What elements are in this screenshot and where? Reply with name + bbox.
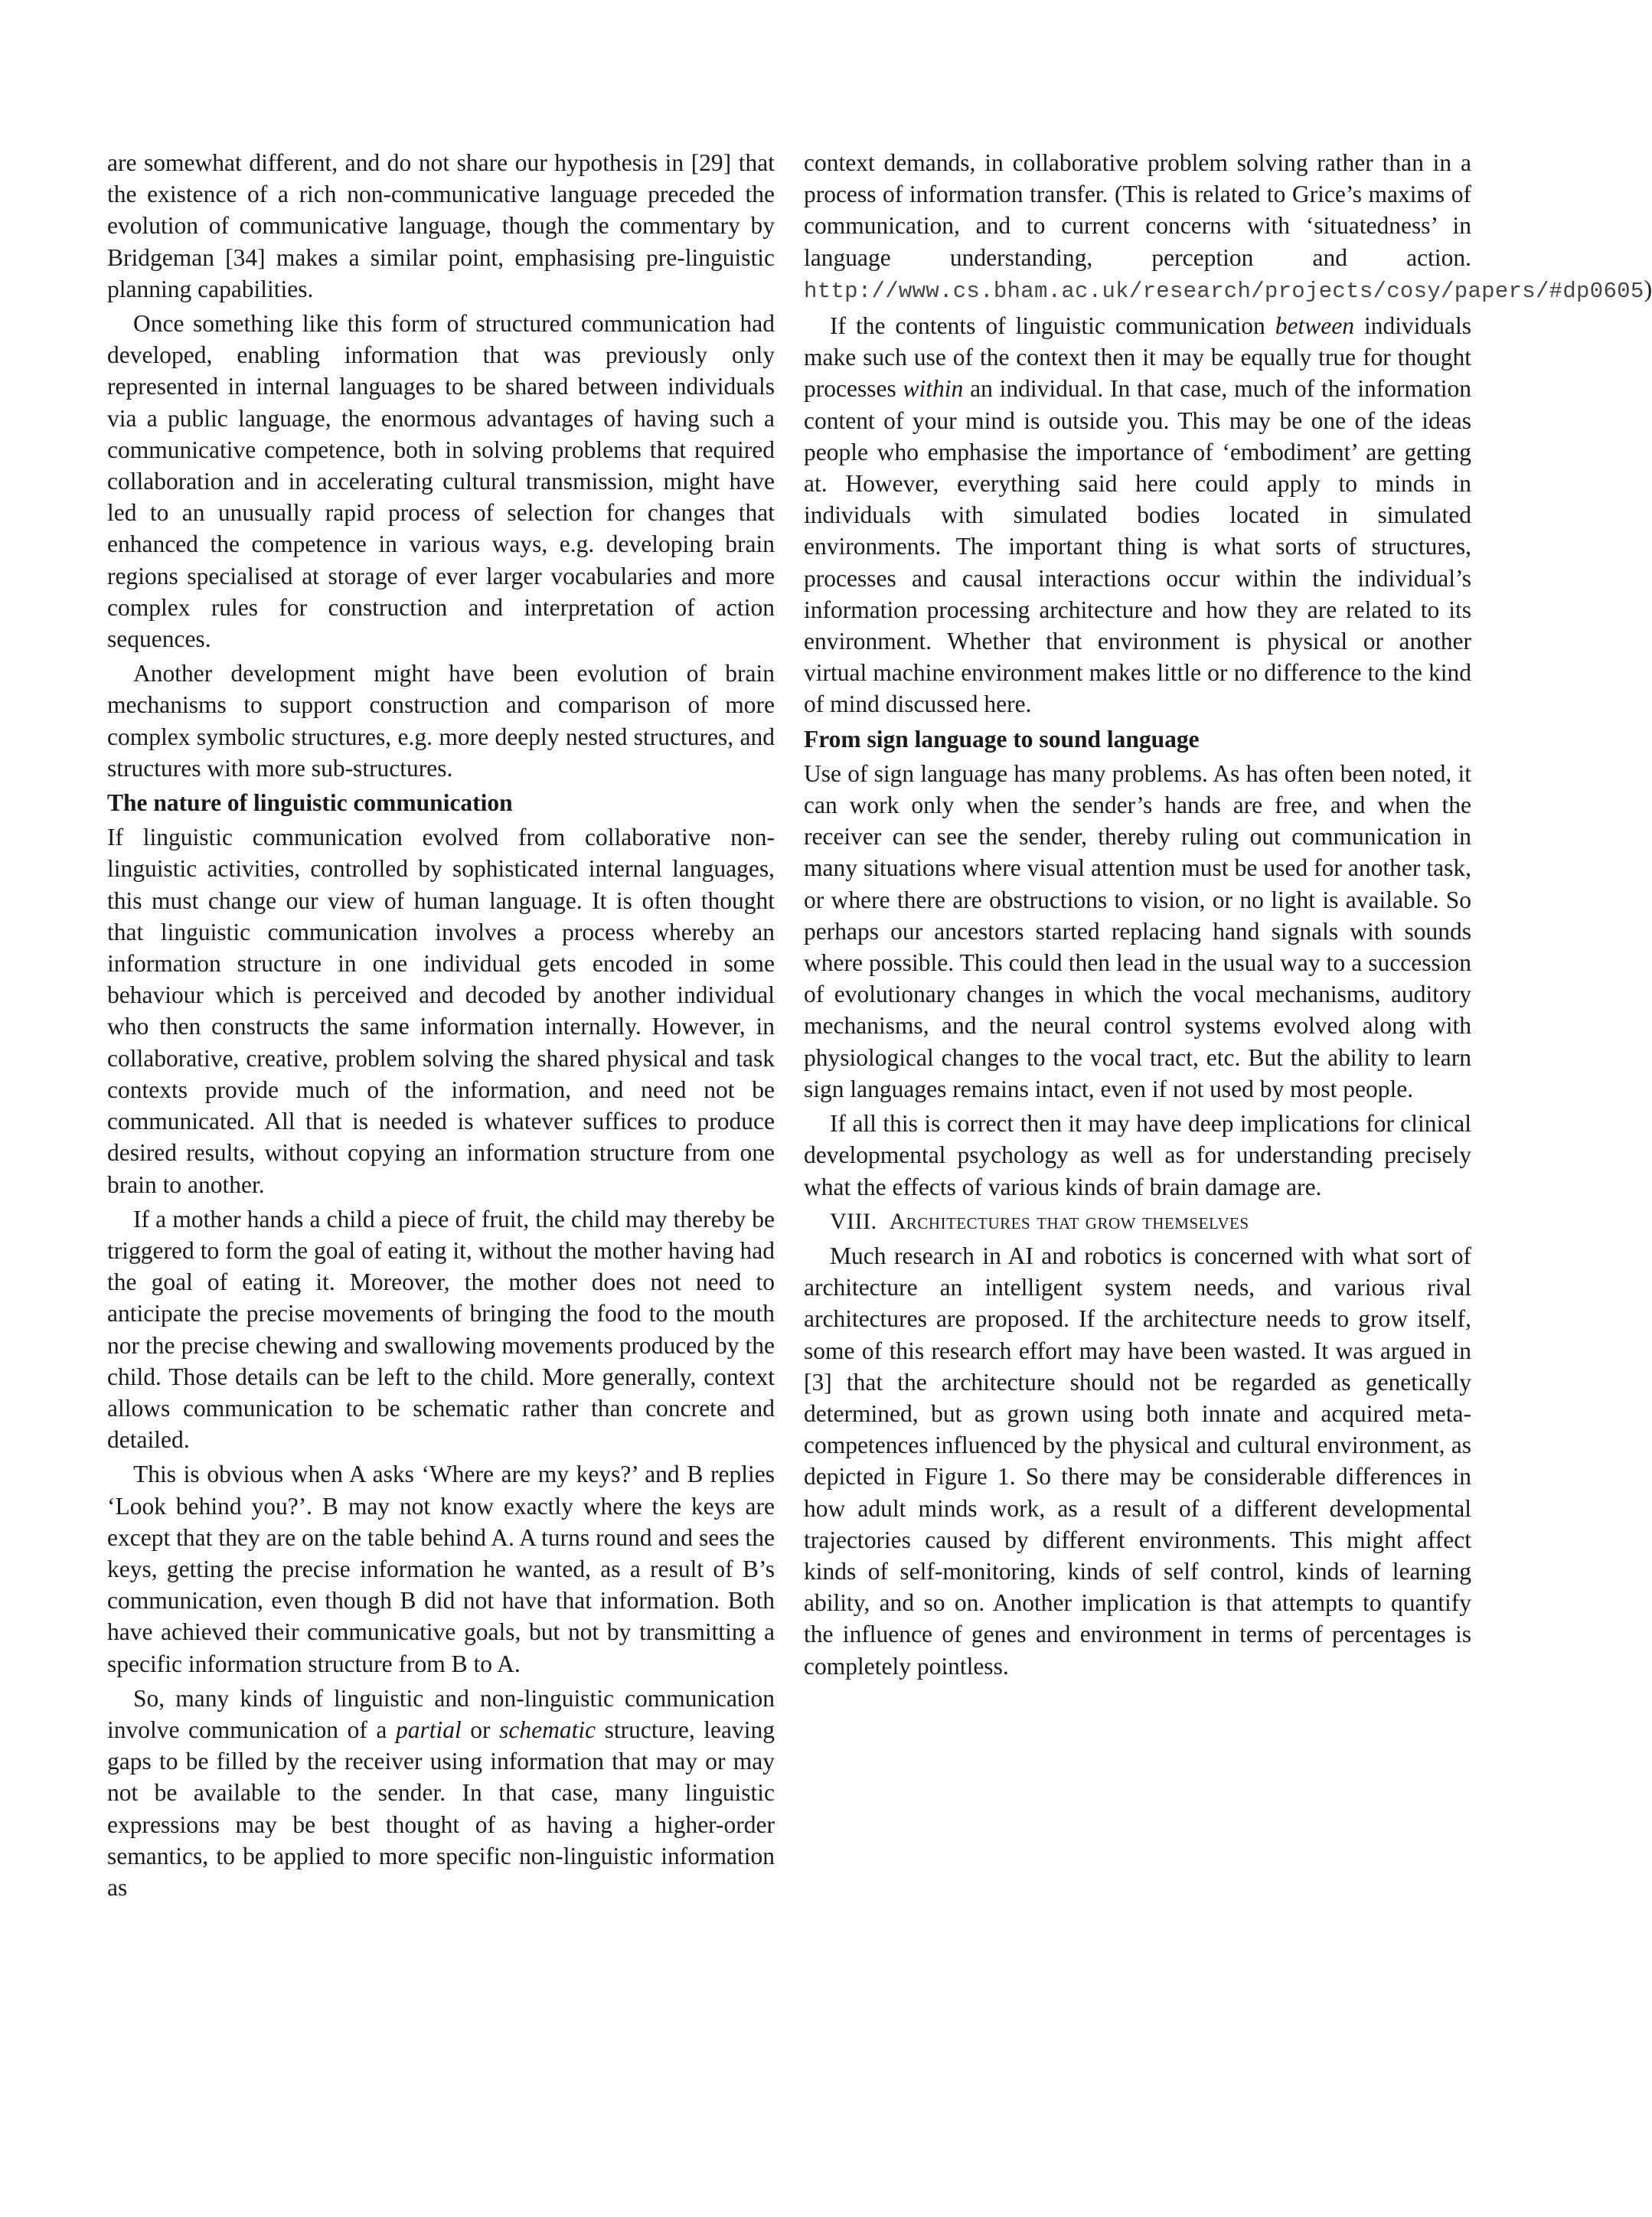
text-run: ) bbox=[1644, 275, 1652, 302]
paragraph bbox=[804, 310, 1471, 720]
emphasis-between: between bbox=[1275, 312, 1355, 340]
paragraph: Much research in AI and robotics is concerned with what sort of architecture an intelligent system needs, and various rival architectures are proposed. If the architecture needs to grow itself, some of this research effort may have been wasted. It was argued in [3] that the architecture should not be regarded as genetically determined, but as grown using both innate and acquired meta-competences influenced by the physical and cultural environment, as depicted in Figure 1. So there may be considerable differences in how adult minds work, as a result of a different developmental trajectories caused by different environments. This might affect kinds of self-monitoring, kinds of self control, kinds of learning ability, and so on. Another implication is that attempts to quantify the influence of genes and environment in terms of percentages is completely pointless. bbox=[804, 1242, 1471, 1680]
subsection-heading-linguistic-communication: The nature of linguistic communication bbox=[107, 789, 513, 817]
paragraph: If linguistic communication evolved from collaborative non-linguistic activities, controlled by sophisticated internal languages, this must change our view of human language. It is often thought that linguistic communication involves a process whereby an information structure in one individual gets encoded in some behaviour which is perceived and decoded by another individual who then constructs the same information internally. However, in collaborative, creative, problem solving the shared physical and task contexts provide much of the information, and need not be communicated. All that is needed is whatever suffices to produce desired results, without copying an information structure from one brain to another. bbox=[107, 824, 775, 1198]
section-heading bbox=[804, 1206, 1471, 1237]
left-column bbox=[107, 147, 775, 1903]
text-run: an individual. In that case, much of the information content of your mind is outside you. This may be one of the ideas people who emphasise the importance of ‘embodiment’ are getting at. However, everything said here could apply to minds in individuals with simulated bodies located in simulated environments. The important thing is what sorts of structures, processes and causal interactions occur within the individual’s information processing architecture and how they are related to its environment. Whether that environment is physical or another virtual machine environment makes little or no difference to the kind of mind discussed here. bbox=[804, 375, 1471, 718]
paragraph: This is obvious when A asks ‘Where are my keys?’ and B replies ‘Look behind you?’. B may not know exactly where the keys are except that they are on the table behind A. A turns round and sees the keys, getting the precise information he wanted, as a result of B’s communication, even though B did not have that information. Both have achieved their communicative goals, but not by transmitting a specific information structure from B to A. bbox=[107, 1461, 775, 1677]
paragraph bbox=[804, 147, 1652, 307]
emphasis-schematic: schematic bbox=[499, 1716, 596, 1743]
text-run: structure, leaving gaps to be filled by the receiver using information that may or may not be available to the sender. In that case, many linguistic expressions may be best thought of as having a higher-order semantics, to be applied to more specific non-linguistic information as bbox=[107, 1716, 775, 1901]
paragraph: Another development might have been evolution of brain mechanisms to support construction and comparison of more complex symbolic structures, e.g. more deeply nested structures, and structures with more sub-structures. bbox=[107, 660, 775, 782]
paragraph: If all this is correct then it may have deep implications for clinical developmental psychology as well as for understanding precisely what the effects of various kinds of brain damage are. bbox=[804, 1110, 1471, 1200]
emphasis-within: within bbox=[903, 375, 964, 403]
paragraph bbox=[107, 1683, 775, 1903]
text-run: If the contents of linguistic communication bbox=[830, 312, 1275, 340]
reference-url-link[interactable]: http://www.cs.bham.ac.uk/research/projects/cosy/papers/#dp0605 bbox=[804, 278, 1644, 304]
paragraph: If a mother hands a child a piece of fruit, the child may thereby be triggered to form the goal of eating it, without the mother having had the goal of eating it. Moreover, the mother does not need to anticipate the precise movements of bringing the food to the mouth nor the precise chewing and swallowing movements produced by the child. Those details can be left to the child. More generally, context allows communication to be schematic rather than concrete and detailed. bbox=[107, 1205, 775, 1454]
section-title: Architectures that grow themselves bbox=[889, 1208, 1249, 1234]
subsection-heading-sign-to-sound: From sign language to sound language bbox=[804, 725, 1200, 753]
right-column bbox=[804, 147, 1652, 1682]
text-run: So, many kinds of linguistic and non-linguistic communication involve communication of a bbox=[107, 1684, 775, 1743]
paragraph: Use of sign language has many problems. As has often been noted, it can work only when the sender’s hands are free, and when the receiver can see the sender, thereby ruling out communication in many situations where visual attention must be used for another task, or where there are obstructions to vision, or no light is available. So perhaps our ancestors started replacing hand signals with sounds where possible. This could then lead in the usual way to a succession of evolutionary changes in which the vocal mechanisms, auditory mechanisms, and the neural control systems evolved along with physiological changes to the vocal tract, etc. But the ability to learn sign languages remains intact, even if not used by most people. bbox=[804, 759, 1471, 1102]
paragraph: are somewhat different, and do not share our hypothesis in [29] that the existence of a rich non-communicative language preceded the evolution of communicative language, though the commentary by Bridgeman [34] makes a similar point, emphasising pre-linguistic planning capabilities. bbox=[107, 149, 775, 302]
section-number: VIII. bbox=[830, 1208, 877, 1234]
emphasis-partial: partial bbox=[395, 1716, 462, 1743]
text-run: or bbox=[461, 1716, 500, 1743]
text-run: individuals make such use of the context then it may be equally true for thought processes bbox=[804, 312, 1471, 403]
paragraph: Once something like this form of structured communication had developed, enabling information that was previously only represented in internal languages to be shared between individuals via a public language, the enormous advantages of having such a communicative competence, both in solving problems that required collaboration and in accelerating cultural transmission, might have led to an unusually rapid process of selection for changes that enhanced the competence in various ways, e.g. developing brain regions specialised at storage of ever larger vocabularies and more complex rules for construction and interpretation of action sequences. bbox=[107, 310, 775, 653]
text-run: context demands, in collaborative problem solving rather than in a process of information transfer. (This is related to Grice’s maxims of communication, and to current concerns with ‘situatedness’ in language understanding, perception and action. bbox=[804, 149, 1471, 271]
